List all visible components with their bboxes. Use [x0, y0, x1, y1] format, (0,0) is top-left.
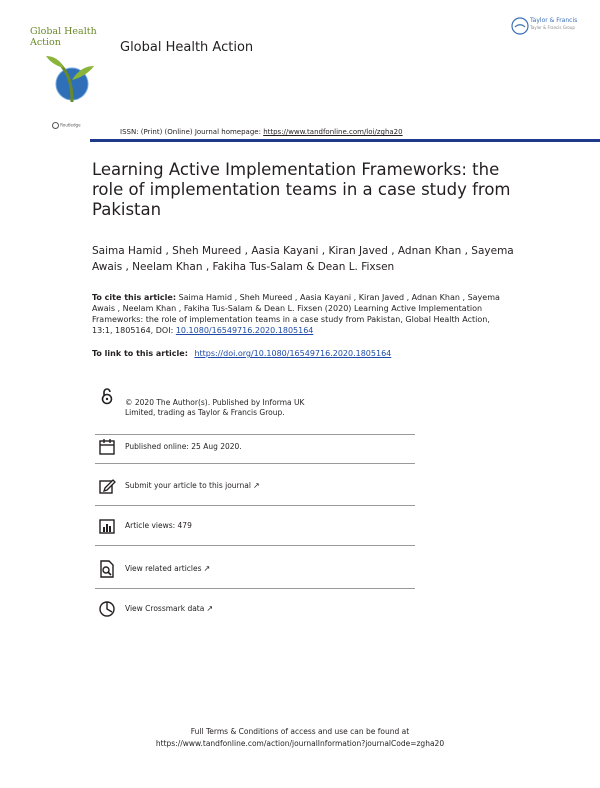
open-access-lock-icon	[98, 387, 116, 405]
small-publisher-logo	[52, 122, 81, 129]
header-divider	[90, 139, 600, 142]
publisher-logo-icon	[510, 16, 530, 36]
logo-text-line1: Global Health	[30, 26, 97, 37]
edit-icon	[98, 477, 116, 495]
external-link-icon: ↗	[203, 564, 211, 573]
crossmark-text: View Crossmark data	[125, 604, 205, 613]
submit-article-text: Submit your article to this journal	[125, 481, 251, 490]
article-doi-link[interactable]: https://doi.org/10.1080/16549716.2020.1805164	[194, 349, 392, 358]
cite-text: Saima Hamid , Sheh Mureed , Aasia Kayani , Kiran Javed , Adnan Khan , Sayema Awais , Neelam Khan , Fakiha Tus-Salam & Dean L. Fixsen (2020) Learning Active Implementation Frameworks: the role of implementation teams in a case study from Pakistan, Global Health Action, 13:1, 1805164, DOI:	[92, 293, 500, 335]
footer-terms-text: Full Terms & Conditions of access and use can be found at	[190, 727, 410, 736]
citation-block	[92, 292, 512, 336]
logo-text	[30, 26, 97, 48]
crossmark-icon	[98, 600, 116, 618]
article-views: Article views: 479	[125, 521, 192, 530]
publisher-name: Taylor & Francis	[530, 17, 578, 24]
crossmark-label[interactable]	[125, 604, 305, 614]
publisher-group: Taylor & Francis Group	[530, 25, 575, 30]
bar-chart-icon	[98, 517, 116, 535]
footer-journal-url[interactable]: https://www.tandfonline.com/action/journalInformation?journalCode=zgha20	[155, 739, 445, 748]
cite-doi-link[interactable]: 10.1080/16549716.2020.1805164	[175, 326, 314, 335]
search-document-icon	[98, 560, 116, 578]
small-logo-icon	[52, 122, 59, 129]
external-link-icon: ↗	[206, 604, 214, 613]
publisher-logo-text	[530, 17, 577, 31]
link-label: To link to this article:	[92, 349, 188, 358]
divider	[95, 545, 415, 546]
related-articles-text: View related articles	[125, 564, 202, 573]
issn-line	[120, 128, 403, 136]
small-logo-text: Routledge	[60, 122, 81, 128]
journal-homepage-link[interactable]: https://www.tandfonline.com/loi/zgha20	[263, 128, 403, 136]
published-date: Published online: 25 Aug 2020.	[125, 442, 242, 451]
issn-label: ISSN: (Print) (Online) Journal homepage:	[120, 128, 261, 136]
submit-article-label[interactable]	[125, 481, 305, 491]
external-link-icon: ↗	[252, 481, 260, 490]
author-list: Saima Hamid , Sheh Mureed , Aasia Kayani , Kiran Javed , Adnan Khan , Sayema Awais , Neelam Khan , Fakiha Tus-Salam & Dean L. Fixsen	[92, 245, 514, 273]
cite-label: To cite this article:	[92, 293, 177, 302]
logo-text-line2: Action	[30, 37, 61, 48]
article-link-line	[92, 349, 512, 358]
footer	[0, 726, 600, 750]
divider	[95, 434, 415, 435]
calendar-icon	[98, 438, 116, 456]
divider	[95, 505, 415, 506]
article-title: Learning Active Implementation Frameworks: the role of implementation teams in a case study from Pakistan	[92, 160, 511, 219]
divider	[95, 588, 415, 589]
related-articles-label[interactable]	[125, 564, 305, 574]
journal-title: Global Health Action	[120, 40, 254, 55]
divider	[95, 463, 415, 464]
copyright-text: © 2020 The Author(s). Published by Informa UK Limited, trading as Taylor & Francis Group.	[125, 398, 305, 417]
